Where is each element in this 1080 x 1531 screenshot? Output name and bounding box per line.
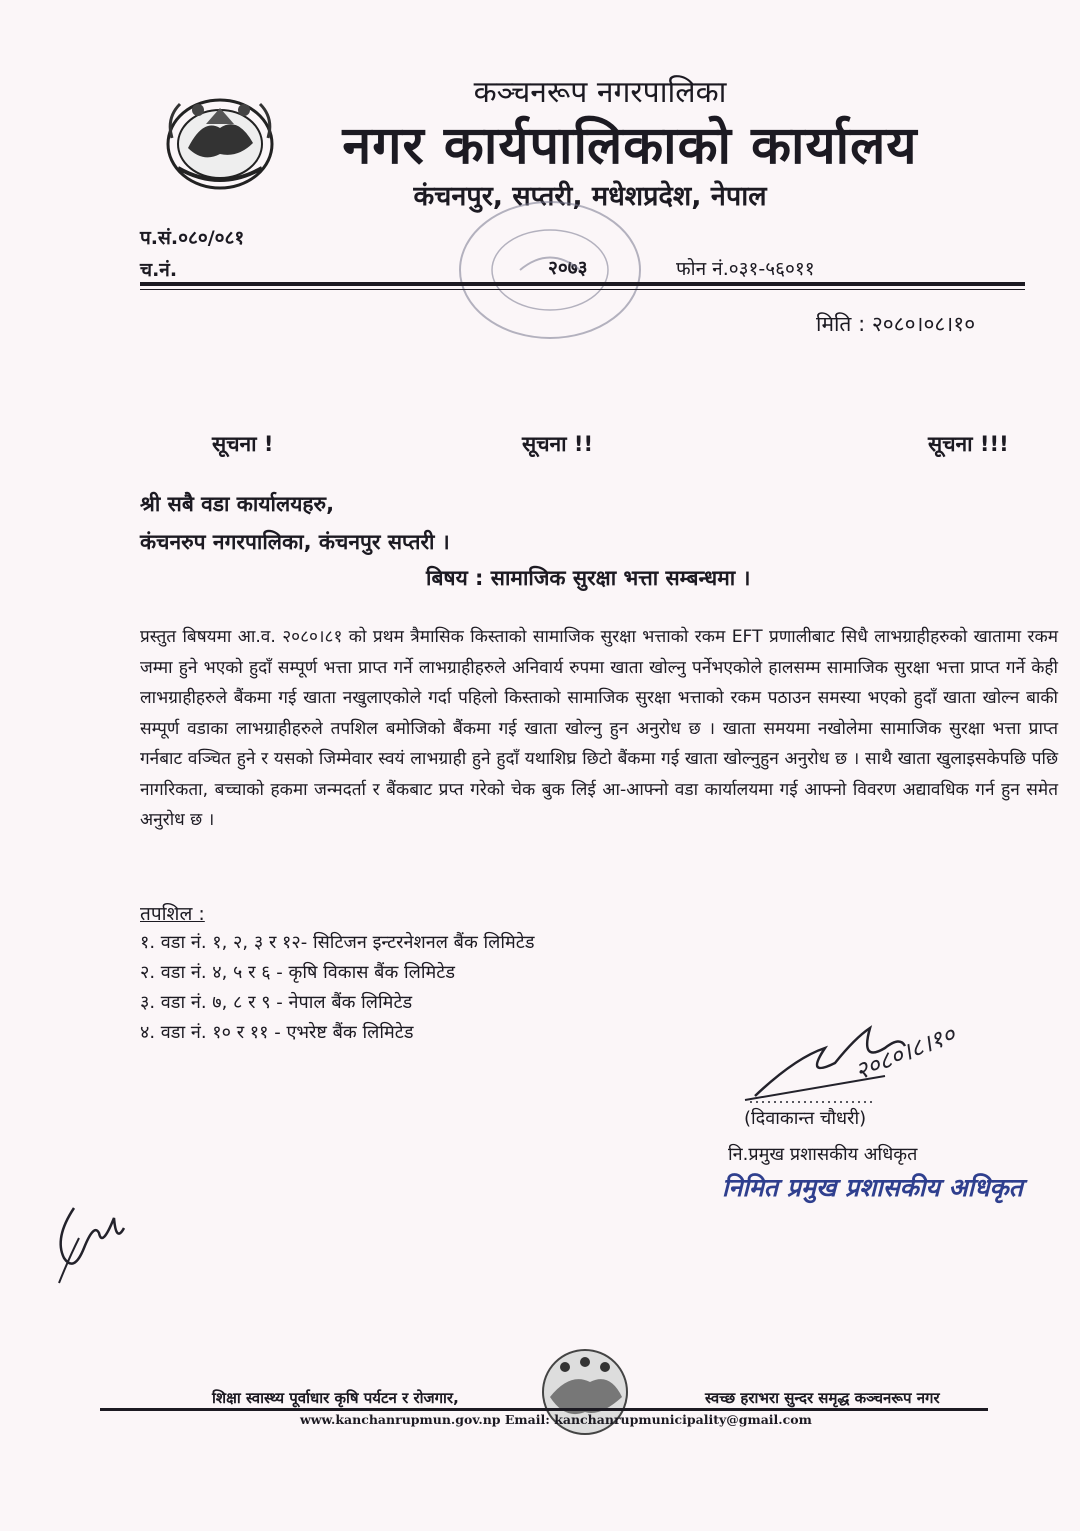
letter-body: प्रस्तुत बिषयमा आ.व. २०८०।८१ को प्रथम त्रैमासिक किस्ताको सामाजिक सुरक्षा भत्ताको रकम EFT प्रणालीबाट सिधै लाभग्राहीहरुको खातामा रकम जम्मा हुने भएको हुदाँ सम्पूर्ण भत्ता प्राप्त गर्ने लाभग्राहीहरुले अनिवार्य रुपमा खाता खोल्नु पर्नेभएकोले हालसम्म सामाजिक सुरक्षा भत्ता प्राप्त गर्ने केही लाभग्राहीहरुले बैंकमा गई खाता नखुलाएकोले गर्दा पहिलो किस्ताको सामाजिक सुरक्षा भत्ताको रकम पठाउन समस्या भएको हुदाँ खाता खोल्न बाकी सम्पूर्ण वडाका लाभग्राहीहरुले तपशिल बमोजिको बैंकमा गई खाता खोल्नु हुन अनुरोध छ । खाता समयमा नखोलेमा सामाजिक सुरक्षा भत्ता प्राप्त गर्नबाट वञ्चित हुने र यसको जिम्मेवार स्वयं लाभग्राही हुने हुदाँ यथाशिघ्र छिटो बैंकमा गई खाता खोल्नुहुन अनुरोध छ । साथै खाता खुलाइसकेपछि पछि नागरिकता, बच्चाको हकमा जन्मदर्ता र बैंकबाट प्रप्त गरेको चेक बुक लिई आ-आफ्नो वडा कार्यालयमा गई आफ्नो विवरण अद्यावधिक गर्न हुन समेत अनुरोध छ । (140, 627, 1058, 830)
addressee-line-1: श्री सबै वडा कार्यालयहरु, (140, 492, 335, 516)
footer-slogan-right: स्वच्छ हराभरा सुन्दर समृद्ध कञ्चनरूप नगर (705, 1389, 940, 1407)
schedule-list (140, 928, 535, 1048)
schedule-title: तपशिल : (140, 903, 205, 925)
phone-number: फोन नं.०३१-५६०११ (676, 258, 815, 280)
office-title: नगर कार्यपालिकाको कार्यालय (342, 116, 918, 176)
dispatch-number-value: २०७३ (548, 257, 588, 279)
schedule-item: १. वडा नं. १, २, ३ र १२- सिटिजन इन्टरनेशनल बैंक लिमिटेड (140, 932, 535, 953)
dispatch-number-label: च.नं. (140, 259, 178, 281)
schedule-item: २. वडा नं. ४, ५ र ६ - कृषि विकास बैंक लिमिटेड (140, 962, 455, 983)
office-seal-stamp-icon (450, 190, 650, 350)
office-address: कंचनपुर, सप्तरी, मधेशप्रदेश, नेपाल (413, 181, 767, 212)
schedule-item: ३. वडा नं. ७, ८ र ९ - नेपाल बैंक लिमिटेड (140, 992, 413, 1013)
signer-title: नि.प्रमुख प्रशासकीय अधिकृत (728, 1144, 918, 1165)
notice-heading-3: सूचना !!! (928, 432, 1009, 456)
reference-number: प.सं.०८०/०८१ (140, 227, 245, 249)
addressee-line-2: कंचनरुप नगरपालिका, कंचनपुर सप्तरी । (140, 530, 450, 554)
signer-name: (दिवाकान्त चौधरी) (744, 1108, 867, 1129)
signature-date: २०८०।८।१० (850, 1020, 960, 1086)
signer-title-stamp: निमित प्रमुख प्रशासकीय अधिकृत (722, 1173, 1023, 1202)
header-divider (140, 282, 1025, 286)
handwritten-initials-icon (44, 1188, 134, 1288)
letter-date: मिति : २०८०।०८।१० (816, 312, 976, 336)
footer-slogan-left: शिक्षा स्वास्थ्य पूर्वाधार कृषि पर्यटन र रोजगार, (212, 1389, 459, 1407)
letter-subject: बिषय : सामाजिक सुरक्षा भत्ता सम्बन्धमा । (426, 566, 751, 590)
notice-heading-1: सूचना ! (212, 432, 274, 456)
schedule-item: ४. वडा नं. १० र ११ - एभरेष्ट बैंक लिमिटेड (140, 1022, 414, 1043)
footer-divider (100, 1408, 988, 1411)
municipality-name: कञ्चनरूप नगरपालिका (473, 75, 727, 110)
footer-contact: www.kanchanrupmun.gov.np Email: kanchanrupmunicipality@gmail.com (300, 1412, 812, 1427)
notice-heading-2: सूचना !! (522, 432, 594, 456)
header-divider-thin (140, 289, 1025, 290)
